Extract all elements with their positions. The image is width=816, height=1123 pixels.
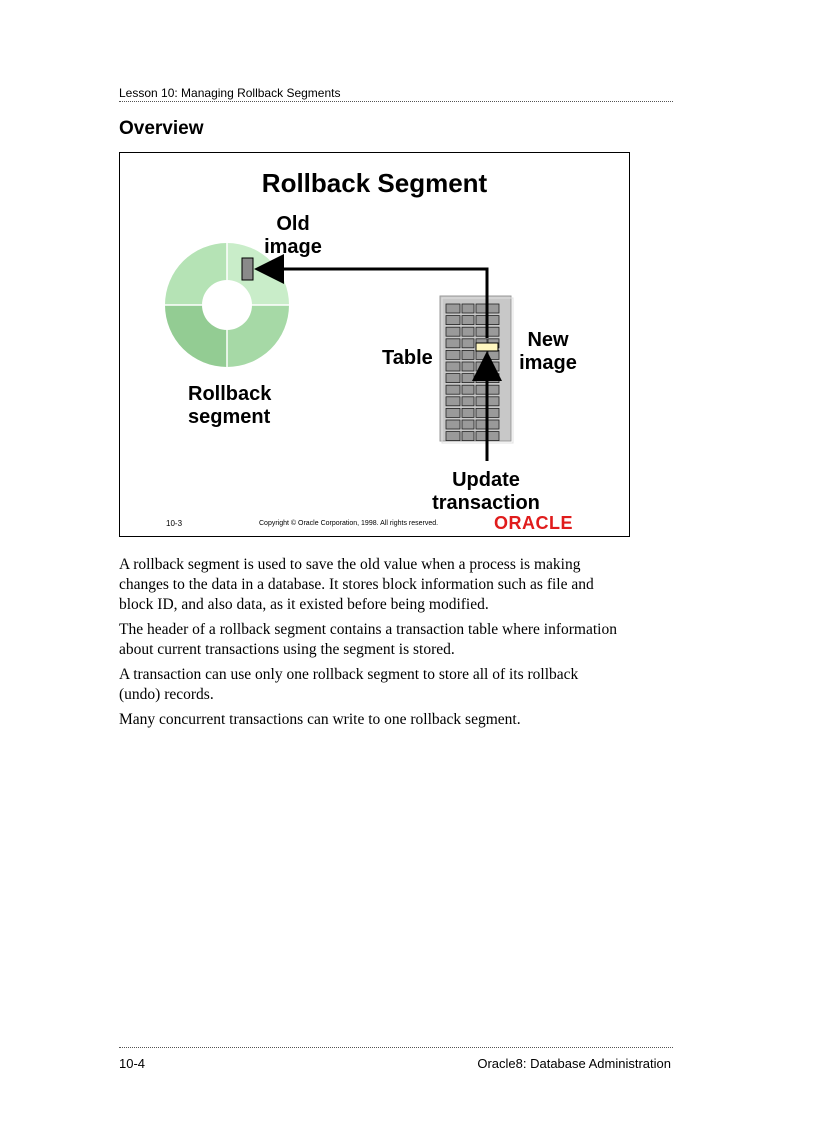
paragraph: A rollback segment is used to save the old value when a process is making changes to the data in a database. It stores block information such as file and block ID, and also data, as it existed before being modified. <box>119 556 594 613</box>
table-cell <box>446 316 460 325</box>
table-cell <box>488 304 499 313</box>
table-cell <box>462 350 474 359</box>
table-cell <box>446 408 460 417</box>
paragraph: Many concurrent transactions can write to one rollback segment. <box>119 711 521 728</box>
slide-title: Rollback Segment <box>261 168 488 198</box>
table-cell <box>488 374 499 383</box>
table-cell <box>476 397 487 406</box>
table-cell <box>488 408 499 417</box>
paragraph: A transaction can use only one rollback segment to store all of its rollback (undo) records. <box>119 666 579 703</box>
old-image-block <box>242 258 253 280</box>
table-cell <box>488 397 499 406</box>
table-cell <box>476 304 487 313</box>
table-cell <box>476 374 487 383</box>
new-image-label: New image <box>519 329 577 374</box>
table-cell <box>476 350 487 359</box>
table-cell <box>488 327 499 336</box>
table-cell <box>488 385 499 394</box>
book-title: Oracle8: Database Administration <box>477 1056 671 1071</box>
table-cell <box>462 408 474 417</box>
table-cell <box>476 316 487 325</box>
table-cell <box>446 350 460 359</box>
table-cell <box>462 316 474 325</box>
table-cell <box>462 374 474 383</box>
table-cell <box>476 420 487 429</box>
table-cell <box>462 327 474 336</box>
table-cell <box>476 408 487 417</box>
table-cell <box>476 362 487 371</box>
table-cell <box>488 432 499 441</box>
table-cell <box>446 362 460 371</box>
table-cell <box>476 327 487 336</box>
table-cell <box>462 385 474 394</box>
rollback-segment-ring <box>165 243 289 367</box>
table-cell <box>462 397 474 406</box>
table-cell <box>446 339 460 348</box>
table-cell <box>446 327 460 336</box>
table-cell <box>446 304 460 313</box>
page-number: 10-4 <box>119 1056 146 1071</box>
slide-figure <box>119 152 630 537</box>
table-cell <box>446 374 460 383</box>
new-image-block <box>476 343 498 351</box>
table-cell <box>488 350 499 359</box>
table-cell <box>446 397 460 406</box>
table-cell <box>488 362 499 371</box>
table-cell <box>446 420 460 429</box>
header-divider <box>119 101 673 102</box>
table-label: Table <box>382 347 433 369</box>
table-cell <box>488 316 499 325</box>
slide-copyright: Copyright © Oracle Corporation, 1998. All rights reserved. <box>259 520 439 527</box>
footer-divider <box>119 1047 673 1048</box>
body-text <box>119 555 619 735</box>
table-cell <box>446 385 460 394</box>
update-transaction-label: Update transaction <box>432 469 540 514</box>
old-image-label: Old image <box>264 213 322 258</box>
table-cell <box>476 385 487 394</box>
rollback-segment-label: Rollback segment <box>188 383 272 428</box>
table-cell <box>462 420 474 429</box>
table-grid <box>440 296 513 443</box>
running-header: Lesson 10: Managing Rollback Segments <box>119 86 341 100</box>
table-cell <box>488 420 499 429</box>
table-cell <box>446 432 460 441</box>
table-cell <box>462 339 474 348</box>
section-title: Overview <box>119 118 204 139</box>
table-cell <box>476 432 487 441</box>
table-cell <box>462 432 474 441</box>
paragraph: The header of a rollback segment contains a transaction table where information about current transactions using the segment is stored. <box>119 621 617 658</box>
table-cell <box>462 362 474 371</box>
slide-number: 10-3 <box>166 519 183 528</box>
table-cell <box>462 304 474 313</box>
oracle-logo: ORACLE <box>494 513 573 533</box>
